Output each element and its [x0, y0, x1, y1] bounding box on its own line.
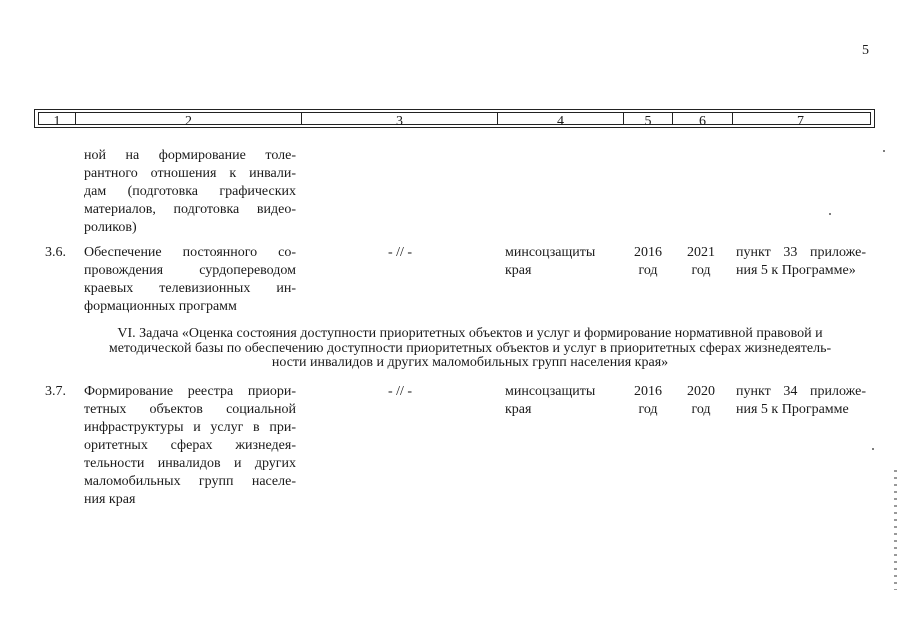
text-line: инфраструктуры и услуг в при- [84, 420, 296, 435]
text-line: краевых телевизионных ин- [84, 281, 296, 296]
header-col-5: 5 [644, 114, 652, 129]
text-line: провождения сурдопереводом [84, 263, 296, 278]
row-description [84, 383, 296, 509]
start-unit: год [638, 263, 658, 278]
header-col-1: 1 [53, 114, 61, 129]
heading-line: ности инвалидов и других маломобильных групп населения края» [271, 355, 669, 370]
text-line: пункт 34 приложе- [736, 384, 866, 399]
row-source: - // - [387, 245, 413, 260]
text-line: края [505, 402, 532, 417]
end-unit: год [691, 263, 711, 278]
scan-speck [829, 213, 831, 215]
heading-line: VI. Задача «Оценка состояния доступности приоритетных объектов и услуг и формирование нормативной правовой и [117, 326, 823, 341]
row-start-date [625, 383, 671, 419]
header-col-4: 4 [557, 114, 564, 129]
text-line: дам (подготовка графических [84, 184, 296, 199]
row-executor [505, 383, 615, 419]
scan-speck [883, 150, 885, 152]
task-heading [70, 327, 870, 371]
text-line: минсоцзащиты [505, 245, 596, 260]
header-col-7: 7 [797, 114, 804, 129]
end-year: 2020 [687, 384, 715, 399]
row-link [736, 244, 866, 280]
text-line: ной на формирование толе- [84, 148, 296, 163]
page-number: 5 [862, 43, 869, 58]
row-link [736, 383, 866, 419]
scan-edge-artifact [894, 470, 897, 590]
end-unit: год [691, 402, 711, 417]
row-source: - // - [387, 384, 413, 399]
text-line: тельности инвалидов и других [84, 456, 296, 471]
header-col-3: 3 [396, 114, 403, 129]
text-line: роликов) [84, 220, 137, 235]
text-line: пункт 33 приложе- [736, 245, 866, 260]
text-line: формационных программ [84, 299, 237, 314]
text-line: оритетных сферах жизнедея- [84, 438, 296, 453]
start-unit: год [638, 402, 658, 417]
end-year: 2021 [687, 245, 715, 260]
text-line: Формирование реестра приори- [84, 384, 296, 399]
text-line: края [505, 263, 532, 278]
header-col-2: 2 [185, 114, 192, 129]
header-col-6: 6 [699, 114, 706, 129]
text-line: материалов, подготовка видео- [84, 202, 296, 217]
row-end-date [678, 244, 724, 280]
start-year: 2016 [634, 245, 662, 260]
row-number: 3.7. [45, 384, 66, 399]
text-line: ния края [84, 492, 136, 507]
scan-speck [872, 448, 874, 450]
text-line: тетных объектов социальной [84, 402, 296, 417]
start-year: 2016 [634, 384, 662, 399]
continuation-text [84, 147, 296, 237]
table-header-row [34, 109, 875, 128]
heading-line: методической базы по обеспечению доступности приоритетных объектов и услуг в приоритетных сферах жизнедеятель- [108, 340, 832, 356]
row-number: 3.6. [45, 245, 66, 260]
text-line: маломобильных групп населе- [84, 474, 296, 489]
row-executor [505, 244, 615, 280]
text-line: Обеспечение постоянного со- [84, 245, 296, 260]
row-description [84, 244, 296, 316]
text-line: минсоцзащиты [505, 384, 596, 399]
row-end-date [678, 383, 724, 419]
text-line: ния 5 к Программе» [736, 263, 856, 278]
row-start-date [625, 244, 671, 280]
text-line: рантного отношения к инвали- [84, 166, 296, 181]
text-line: ния 5 к Программе [736, 402, 849, 417]
